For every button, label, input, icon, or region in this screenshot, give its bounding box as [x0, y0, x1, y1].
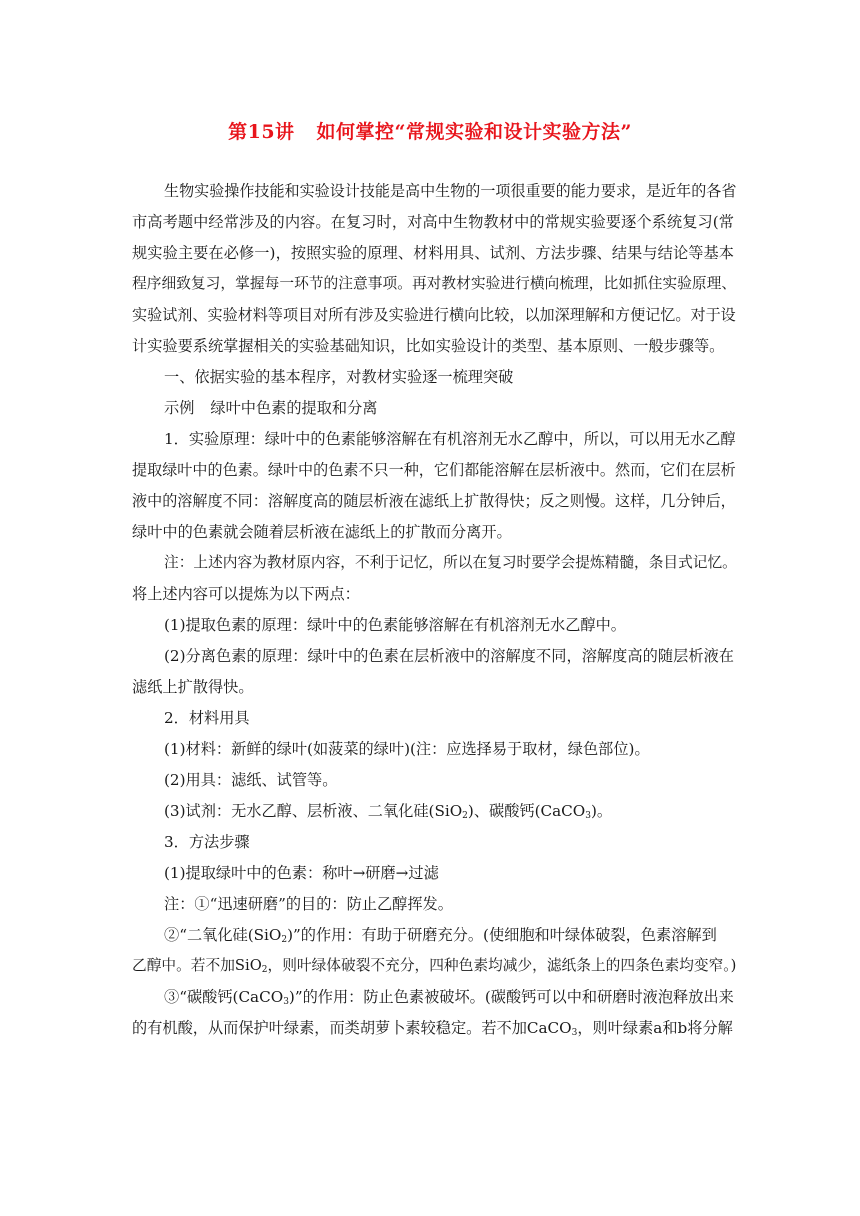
lecture-title: 如何掌控“常规实验和设计实验方法” — [316, 121, 632, 143]
step-item: (1)提取绿叶中的色素：称叶→研磨→过滤 — [164, 864, 439, 882]
intro-line: 程序细致复习，掌握每一环节的注意事项。再对教材实验进行横向梳理，比如抓住实验原理、 — [132, 275, 737, 292]
example-heading — [164, 398, 734, 418]
example-title: 绿叶中色素的提取和分离 — [210, 399, 378, 417]
reagents-item: (3)试剂：无水乙醇、层析液、二氧化硅(SiO$_2$)、碳酸钙(CaCO$_3$)。 — [164, 802, 613, 821]
step-note: 注：①“迅速研磨”的目的：防止乙醇挥发。 — [164, 895, 453, 913]
lecture-number: 第15讲 — [228, 121, 295, 143]
intro-line: 计实验要系统掌握相关的实验基础知识，比如实验设计的类型、基本原则、一般步骤等。 — [132, 337, 725, 355]
sio2-note-line: ②“二氧化硅(SiO$_2$)”的作用：有助于研磨充分。(使细胞和叶绿体破裂，色素溶解到 — [164, 926, 717, 945]
intro-line: 规实验主要在必修一)，按照实验的原理、材料用具、试剂、方法步骤、结果与结论等基本 — [132, 244, 734, 262]
note-line: 注：上述内容为教材原内容，不利于记忆，所以在复习时要学会提炼精髓，条目式记忆。 — [164, 554, 737, 571]
materials-heading: 2．材料用具 — [164, 709, 250, 727]
caco3-note-line: ③“碳酸钙(CaCO$_3$)”的作用：防止色素被破坏。(碳酸钙可以中和研磨时液泡释放出来 — [164, 988, 734, 1007]
intro-line: 生物实验操作技能和实验设计技能是高中生物的一项很重要的能力要求，是近年的各省 — [164, 182, 737, 200]
page-title — [0, 117, 860, 144]
caco3-note-line: 的有机酸，从而保护叶绿素，而类胡萝卜素较稳定。若不加CaCO$_3$，则叶绿素a和b将分解 — [132, 1019, 733, 1038]
intro-line: 市高考题中经常涉及的内容。在复习时，对高中生物教材中的常规实验要逐个系统复习(常 — [132, 213, 734, 231]
note-line: 将上述内容可以提炼为以下两点： — [132, 585, 360, 603]
intro-line: 实验试剂、实验材料等项目对所有涉及实验进行横向比较，以加深理解和方便记忆。对于设 — [132, 306, 736, 324]
material-item: (1)材料：新鲜的绿叶(如菠菜的绿叶)(注：应选择易于取材，绿色部位)。 — [164, 740, 650, 758]
steps-heading: 3．方法步骤 — [164, 833, 250, 851]
principle-point-2-line: 滤纸上扩散得快。 — [132, 678, 254, 696]
section-heading: 一、依据实验的基本程序，对教材实验逐一梳理突破 — [164, 368, 514, 386]
principle-point-1: (1)提取色素的原理：绿叶中的色素能够溶解在有机溶剂无水乙醇中。 — [164, 616, 626, 634]
example-label: 示例 — [164, 399, 195, 417]
principle-line: 提取绿叶中的色素。绿叶中的色素不只一种，它们都能溶解在层析液中。然而，它们在层析 — [132, 461, 736, 479]
material-item: (2)用具：滤纸、试管等。 — [164, 771, 338, 789]
sio2-note-line: 乙醇中。若不加SiO$_2$，则叶绿体破裂不充分，四种色素均减少，滤纸条上的四条色素均变窄。) — [132, 957, 737, 975]
principle-point-2-line: (2)分离色素的原理：绿叶中的色素在层析液中的溶解度不同，溶解度高的随层析液在 — [164, 647, 734, 665]
principle-line: 1．实验原理：绿叶中的色素能够溶解在有机溶剂无水乙醇中，所以，可以用无水乙醇 — [164, 430, 736, 448]
principle-line: 液中的溶解度不同：溶解度高的随层析液在滤纸上扩散得快；反之则慢。这样，几分钟后， — [132, 492, 736, 510]
principle-line: 绿叶中的色素就会随着层析液在滤纸上的扩散而分离开。 — [132, 523, 512, 541]
